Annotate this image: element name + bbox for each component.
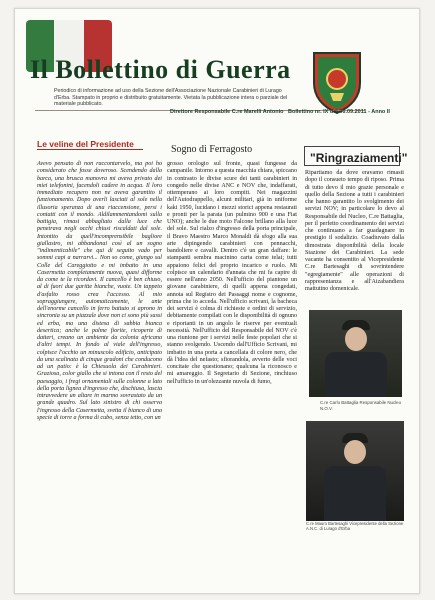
issue-number: Bollettino nr. IX del 06.09.2011 - Anno II (288, 109, 390, 115)
newsletter-subtitle: Periodico di informazione ad uso della Sezione dell'Associazione Nazionale Carabinieri di Lurago d'Erba. Stampato in proprio e distribuito gratuitamente. Vietata la pubblicazione intera o parziale del materiale pubblicato. (54, 88, 288, 107)
photo-caption-bartesaghi: C.re Mauro Bartesaghi Vicepresidente della Sezione A.N.C. di Lurago d'Erba (306, 521, 404, 532)
right-column-heading: "Ringraziamenti" (310, 151, 408, 165)
director-line: Direttore Responsabile C.re Marelli Antonio (170, 109, 284, 115)
left-column-heading: Le veline del Presidente (37, 139, 134, 149)
left-article-body: Avevo pensato di non raccontarvelo, ma poi ho considerato che fosse doveroso. Scendendo dalla barca, una brusca manovra mi aveva privato dei miei telefonini, facendoli cadere in acqua. Il loro immediato recupero non ne aveva garantito il funzionamento. Dopo averli lasciati al sole nella illusoria speranza di una riaccensione, persi i contatti con il mondo. Aldilammentandomi sulla battigia, rimasi abbagliato dalla luce che penetrava negli occhi chiusi riscaldati dal sole. Intontito da quell'incomprensibile bagliore giallastro, mi abbandonai così al un sogno "indimenticabile" che qui di seguito vado per sommi capi a narrarvi... Non so come, giungo sul Colle del Careggiotto e mi imbatto in una Casermetta completamente nuova, quasi difforme da come te la ricordavi. Il cancello è ben chiuso, al di fuori due garitte bianche, vuote. Un tappeto d'asfalto rosso crea l'accesso. Al mio sopraggiungere, automaticamente, le ante dell'enorme cancello in ferro battuto si aprono in sincronia su un piazzale dove non ci sono più sassi ed erba, ma una distesa di sabbia bianca desertica; anche le palme fiorite, ricoperte di datteri, creano un ambiente da colonia africana d'altri tempi. In fondo al viale dell'ingresso, colpisce l'occhio un minuscolo edificio, anticipato da una scalinata di cinque gradoni che conducono ad un patio: è la Chiesuola dei Carabinieri. Graziosa, color giallo che si intona con il resto del paesaggio, i fregi ornamentali sulle colonne a lato della porta lignea d'ingresso che, dischiusa, lascia intravvedere un altare in marmo sovrastato da un grande quadro. Sul lato sinistro di chi osserva l'ingresso della Casermetta, svetta il bianco di una specie di torre a forma di cubo, senza tetto, con un (37, 161, 162, 421)
carabinieri-emblem (310, 51, 364, 115)
right-column-text (305, 170, 404, 293)
left-column-text (37, 161, 162, 422)
right-article-body: Ripartiamo da dove eravamo rimasti dopo il consueto tempo di riposo. Prima di tutto devo il mio grazie personale e quello della Sezione a tutti i carabinieri che hanno garantito lo svolgimento dei servizi NOV; in particolare lo devo al Responsabile del Nucleo, C.re Battaglia, per il perfetto coordinamento dei servizi che continuano a far guadagnare in prestigio il sodalizio. Coadiuvato dalla dimostrata disponibilità della locale Stazione dei Carabinieri. La sede vacante ha consentito al Vicepresidente C.re Bartesaghi di sovrintendere "egregiamente" alle operazioni di rappresentanza e all'Aizabandiera mattutino domenicale. (305, 170, 404, 292)
photo-caption-battaglia: C.re Carlo Battaglia Responsabile Nucleo N.O.V. (320, 400, 402, 411)
middle-column-heading: Sogno di Ferragosto (171, 144, 253, 155)
battaglia-photo (309, 310, 402, 397)
middle-article-body: grosso orologio sul fronte, quasi fungesse da campanile. Intorno a questa macchia chiara, spiccano in contrasto le divise scure dei tanti carabinieri in congedo nelle divise ANC e NOV che, indaffarati, ottemperano ai loro compiti. Nei magazzini dell'Autodrappello, alcuni militari, già in uniforme kaki 1950, lucidano i mezzi storici appena restaurati e pronti per la parata (un pulmino 900 e una Fiat UNO); anche le due moto Falcone brillano alla luce del sole. Sul rialzo d'ingresso della porta principale, il Bravo Maestro Marco Monaldi dà sfogo alla sua arte dipingendo carabinieri con pennacchi, bandoliere e cavalli. Dentro c'è un gran daffare: le stampanti sembra macinino carta come telai; tutti appaiono felici del proprio incarico e ruolo. Mi colpisce un calendario d'annata che mi fa capire di essere nell'anno 2050. Nell'ufficio del piantone un giovane carabiniere, di quelli appena congedati, annota sul Registro dei Passaggi nome e cognome, prima che io acceda. Nell'ufficio scrivani, la bacheca dei servizi è colma di richieste e ordini di servizio, debitamente compilati con le disponibilità di ognuno e riportanti in un angolo le riserve per eventuali necessità. Nell'ufficio del Responsabile del NOV c'è una riunione per i servizi nelle feste popolari che si stanno svolgendo. Uscendo dall'Ufficio Scrivani, mi imbatto in una porta a cancellata di colore nero, che dà l'idea del nefasto; sfiorandola, avverto delle voci concitate che questionano; qualcuna la riconosco e mi amareggio. Il Segretario di Sezione, rinchiuso nell'ufficio in un'olezzante nuvola di fumo, (167, 161, 297, 385)
newsletter-title: Il Bollettino di Guerra (30, 55, 291, 84)
middle-column-text (167, 161, 297, 386)
bartesaghi-photo (306, 421, 404, 521)
left-heading-underline (37, 149, 143, 150)
